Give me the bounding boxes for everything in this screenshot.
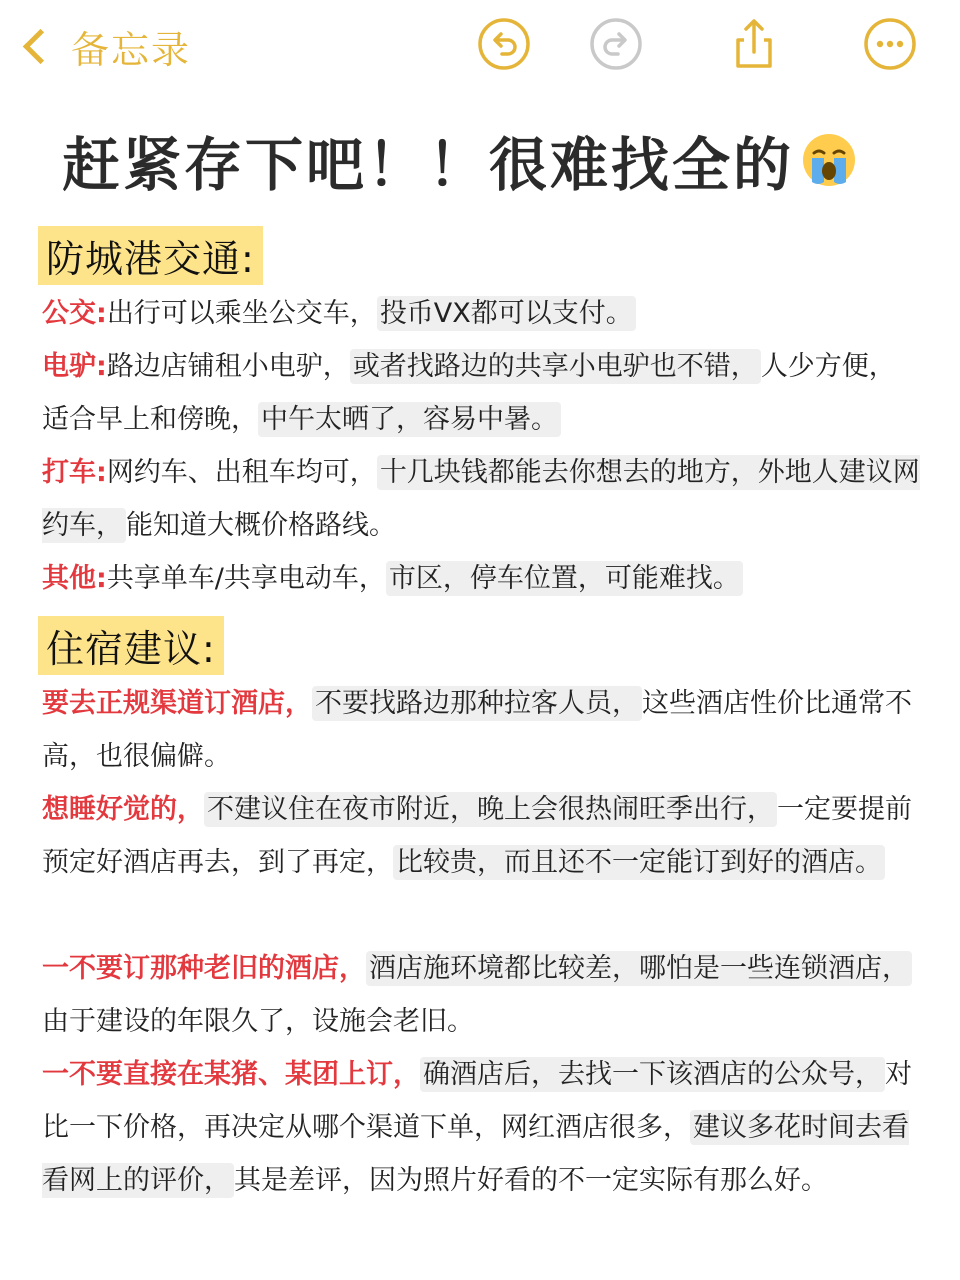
paragraph-highlight: 比较贵，而且还不一定能订到好的酒店。 (393, 845, 885, 880)
paragraph-old-hotel (42, 942, 922, 1048)
navigation-bar (0, 0, 960, 92)
paragraph-prefix: 要去正规渠道订酒店， (42, 688, 312, 719)
note-title (62, 118, 858, 202)
paragraph-bus (42, 287, 922, 340)
paragraph-prefix: 电驴: (42, 351, 107, 382)
paragraph-prefix: 想睡好觉的， (42, 794, 204, 825)
paragraph-text: 能知道大概价格路线。 (126, 510, 396, 541)
paragraph-highlight: 不要找路边那种拉客人员， (312, 686, 642, 721)
more-icon[interactable] (862, 16, 918, 72)
paragraph-highlight: 投币VX都可以支付。 (377, 296, 636, 331)
paragraph-prefix: 打车: (42, 457, 107, 488)
paragraph-prefix: 公交: (42, 298, 107, 329)
share-icon[interactable] (726, 16, 782, 72)
paragraph-highlight: 确酒店后，去找一下该酒店的公众号， (420, 1057, 885, 1092)
paragraph-highlight: 十几块钱都能去你想去的地方，外地人建议网约车， (42, 457, 920, 541)
paragraph-highlight: 酒店施环境都比较差，哪怕是一些连锁酒店， (366, 951, 912, 986)
chevron-left-icon (23, 28, 58, 63)
paragraph-text: 由于建设的年限久了，设施会老旧。 (42, 1006, 474, 1037)
paragraph-text: 共享单车/共享电动车， (106, 563, 386, 594)
paragraph-prefix: 一不要直接在某猪、某团上订， (42, 1059, 420, 1090)
paragraph-highlight: 中午太晒了，容易中暑。 (258, 402, 561, 437)
paragraph-booking-platform (42, 1048, 922, 1207)
paragraph-text: 对比一下价格，再决定从哪个渠道下单，网红酒店很多， (42, 1059, 912, 1143)
paragraph-highlight: 或者找路边的共享小电驴也不错， (350, 349, 761, 384)
paragraph-text: 出行可以乘坐公交车， (106, 298, 377, 329)
crying-face-emoji-icon (800, 131, 858, 189)
paragraph-ebike (42, 340, 922, 446)
paragraph-highlight: 建议多花时间去看看网上的评价， (42, 1112, 909, 1196)
back-button[interactable] (18, 18, 191, 74)
paragraph-highlight: 市区，停车位置，可能难找。 (386, 561, 743, 596)
paragraph-official-channel (42, 677, 922, 783)
section-heading-lodging: 住宿建议: (38, 616, 224, 675)
paragraph-text: 网约车、出租车均可， (106, 457, 377, 488)
paragraph-prefix: 一不要订那种老旧的酒店， (42, 953, 366, 984)
paragraph-text: 其是差评，因为照片好看的不一定实际有那么好。 (234, 1165, 828, 1196)
redo-icon[interactable] (588, 16, 644, 72)
paragraph-text: 路边店铺租小电驴， (106, 351, 350, 382)
paragraph-good-sleep (42, 783, 922, 889)
undo-icon[interactable] (476, 16, 532, 72)
paragraph-prefix: 其他: (42, 563, 107, 594)
paragraph-highlight: 不建议住在夜市附近，晚上会很热闹旺季出行， (204, 792, 777, 827)
back-label: 备忘录 (71, 27, 192, 72)
paragraph-taxi (42, 446, 922, 552)
paragraph-text: 这些酒店性价比通常不高，也很偏僻。 (42, 688, 912, 772)
section-heading-transport: 防城港交通: (38, 226, 263, 285)
paragraph-other (42, 552, 922, 605)
paragraph-text: 人少方便，适合早上和傍晚， (42, 351, 896, 435)
title-text: 赶紧存下吧！！很难找全的 (62, 131, 795, 199)
paragraph-text: 一定要提前预定好酒店再去，到了再定， (42, 794, 912, 878)
